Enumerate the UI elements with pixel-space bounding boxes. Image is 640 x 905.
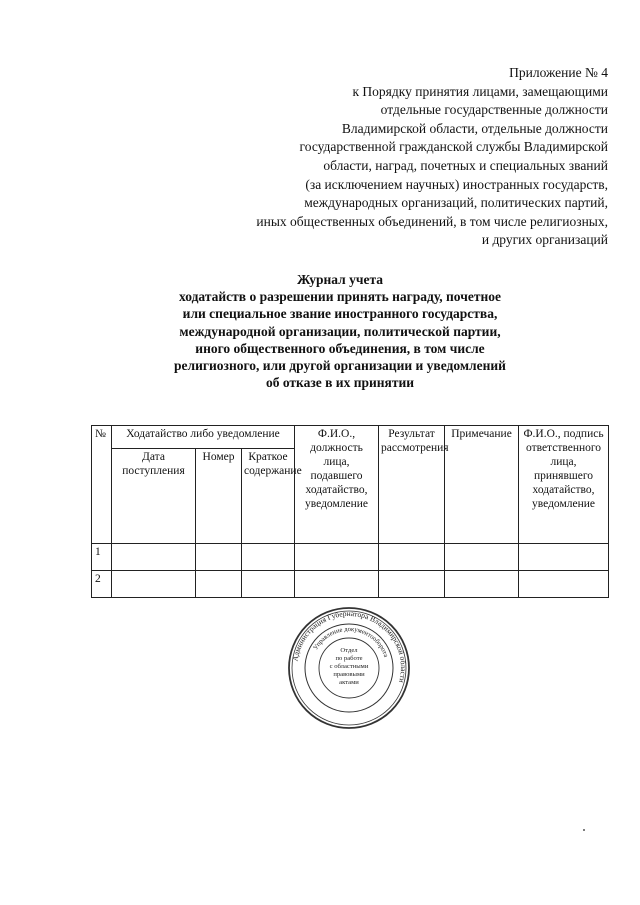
- title-line: иного общественного объединения, в том числе: [195, 340, 485, 356]
- header-result: Результат рассмотрения: [379, 426, 445, 544]
- annex-line: (за исключением научных) иностранных государств,: [305, 176, 608, 192]
- row-number: 2: [92, 571, 112, 598]
- table-cell: [379, 544, 445, 571]
- annex-line: области, наград, почетных и специальных званий: [323, 157, 608, 173]
- title-line: ходатайств о разрешении принять награду, почетное: [179, 289, 501, 305]
- table-cell: [519, 544, 609, 571]
- table-cell: [379, 571, 445, 598]
- table-cell: [242, 544, 295, 571]
- table-cell: [196, 571, 242, 598]
- title-line: Журнал учета: [296, 272, 384, 287]
- official-stamp: [287, 606, 411, 730]
- stamp-center-line: с областными: [329, 663, 369, 670]
- annex-line: Приложение № 4: [509, 65, 608, 80]
- table-cell: [445, 571, 519, 598]
- table-cell: [295, 571, 379, 598]
- title-line: международной организации, политической партии,: [179, 323, 501, 339]
- annex-line: отдельные государственные должности: [380, 102, 608, 118]
- stamp-center-line: по работе: [335, 655, 363, 662]
- document-title: [150, 271, 530, 391]
- annex-line: и других организаций: [481, 232, 608, 248]
- header-note: Примечание: [445, 426, 519, 544]
- stamp-center-line: правовыми: [333, 671, 365, 678]
- table-cell: [445, 544, 519, 571]
- table-row: [92, 544, 609, 571]
- annex-line: Владимирской области, отдельные должности: [341, 120, 608, 136]
- stamp-inner-ring-text: Управление документооборота: [312, 625, 390, 659]
- annex-line: к Порядку принятия лицами, замещающими: [352, 83, 608, 99]
- title-line: об отказе в их принятии: [265, 375, 415, 391]
- table-cell: [242, 571, 295, 598]
- header-date: Дата поступления: [112, 449, 196, 544]
- table-cell: [295, 544, 379, 571]
- header-num: №: [92, 426, 112, 544]
- title-line: религиозного, или другой организации и уведомлений: [174, 358, 506, 374]
- header-responsible: Ф.И.О., подпись ответственного лица, принявшего ходатайство, уведомление: [519, 426, 609, 544]
- title-line: или специальное звание иностранного государства,: [182, 306, 498, 322]
- table-cell: [196, 544, 242, 571]
- scan-speck: [583, 829, 585, 831]
- header-submitter: Ф.И.О., должность лица, подавшего ходатайство, уведомление: [295, 426, 379, 544]
- annex-line: иных общественных объединений, в том числе религиозных,: [256, 213, 608, 229]
- journal-table: [91, 425, 609, 598]
- header-number: Номер: [196, 449, 242, 544]
- stamp-outer-text: Администрация Губернатора Владимирской области: [290, 608, 409, 684]
- annex-line: международных организаций, политических партий,: [304, 195, 608, 211]
- stamp-center-line: Отдел: [340, 647, 358, 654]
- annex-line: государственной гражданской службы Владимирской: [299, 139, 608, 155]
- table-cell: [112, 544, 196, 571]
- table-row: [92, 571, 609, 598]
- header-summary: Краткое содержание: [242, 449, 295, 544]
- table-cell: [519, 571, 609, 598]
- row-number: 1: [92, 544, 112, 571]
- header-petition: Ходатайство либо уведомление: [112, 426, 295, 449]
- table-cell: [112, 571, 196, 598]
- annex-heading: [188, 64, 608, 250]
- stamp-center-line: актами: [339, 679, 359, 686]
